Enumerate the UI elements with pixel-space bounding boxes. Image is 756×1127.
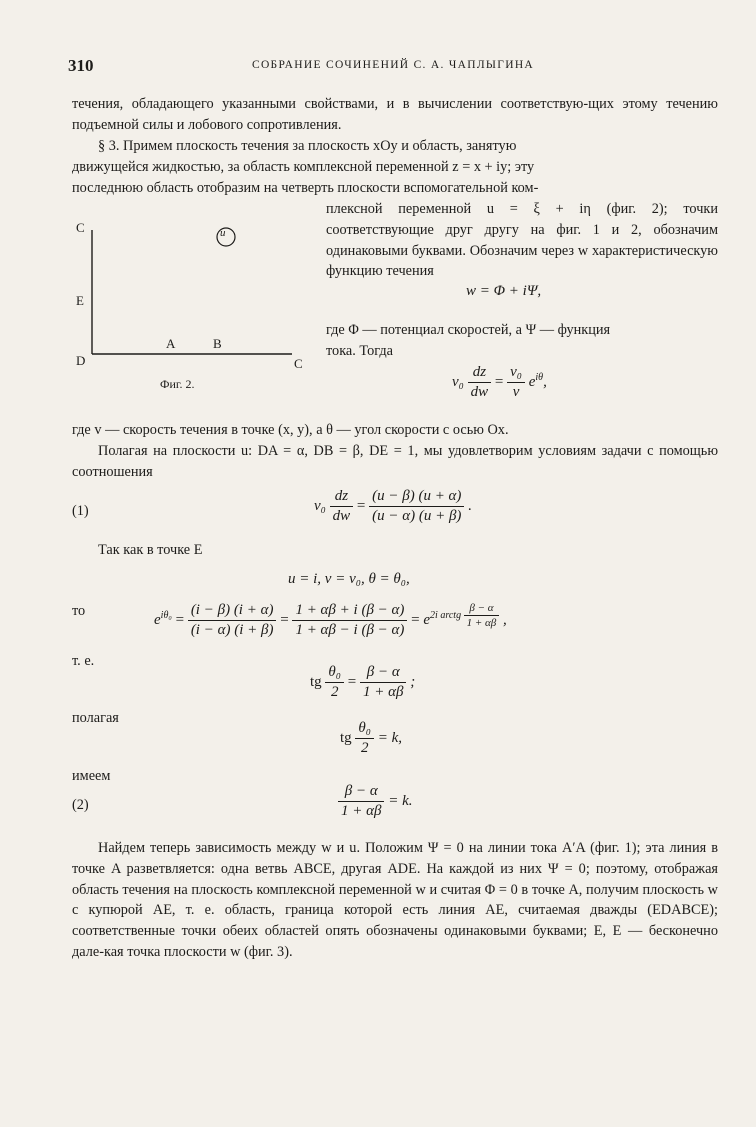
paragraph-velocity: где v — скорость течения в точке (x, y), а θ — угол скорости с осью Ox. <box>72 422 509 438</box>
equation-exponential: $e^{i\theta_0}$ = $\frac{(i - \beta) (i + \alpha)}{(i - \alpha) (i + \beta)}$ = $\frac{1 + \alpha\beta + i (\beta - \alpha)}{1 + \alpha\beta - i (\beta - \alpha)}$ = $e^{2i arctg \frac{\beta - \alpha}{1 + \alpha\beta}}$ , <box>154 602 507 638</box>
paragraph-potential-line2: тока. Тогда <box>326 343 394 359</box>
word-setting: полагая <box>72 710 119 726</box>
figure-point-e: E <box>76 293 84 308</box>
figure-2-diagram <box>74 222 314 390</box>
paragraph-dependence-w-u: Найдем теперь зависимость между w и u. Положим Ψ = 0 на линии тока A′A (фиг. 1); эта линия в точке A разветвляется: одна ветвь ABCE, другая ADE. На каждой из них Ψ = 0; поэтому, отображая область течения на плоскость комплексной переменной w и считая Φ = 0 в точке A, получим плоскость w с купюрой AE, т. е. область, граница которой есть линия AE, считаемая дважды (EDABCE); соответственные точки обеих областей опять обозначены одинаковыми буквами; E, E — бесконечно дале-кая точка плоскости w (фиг. 3). <box>72 840 718 960</box>
paragraph-section3-line2: движущейся жидкостью, за область комплексной переменной z = x + iy; эту <box>72 159 535 175</box>
page-number: 310 <box>68 56 94 75</box>
figure-caption: Фиг. 2. <box>160 377 195 391</box>
equation-2: $\frac{\beta - \alpha}{1 + \alpha\beta}$ = k. <box>338 783 413 820</box>
running-title: СОБРАНИЕ СОЧИНЕНИЙ С. А. ЧАПЛЫГИНА <box>251 59 535 71</box>
equation-1: v₀ $\frac{dz}{dw}$ = $\frac{(u - \beta) (u + \alpha)}{(u - \alpha) (u + \beta)}$ . <box>314 488 472 524</box>
running-header <box>68 56 718 80</box>
paragraph-point-e: Так как в точке E <box>98 542 203 558</box>
figure-point-b: B <box>213 336 222 351</box>
equation-tangent-2: tg $\frac{\text{θ₀}}{2}$ = k, <box>340 720 403 756</box>
paragraph-section3-line3: последнюю область отобразим на четверть плоскости вспомогательной ком- <box>72 180 539 196</box>
paragraph-potential-line1: где Φ — потенциал скоростей, а Ψ — функция <box>326 322 611 338</box>
equation-tangent-1: tg $\frac{\text{θ₀}}{2}$ = $\frac{\beta - \alpha}{1 + \alpha\beta}$ ; <box>310 664 416 700</box>
figure-point-a: A <box>166 336 176 351</box>
figure-point-d: D <box>76 353 86 368</box>
figure-label-u: u <box>220 227 226 239</box>
equation-number-1: (1) <box>72 503 89 519</box>
paragraph-setting-plane: Полагая на плоскости u: DA = α, DB = β, DE = 1, мы удовлетворим условиям задачи с помощью соотношения <box>72 443 718 480</box>
word-to: то <box>72 603 86 619</box>
paragraph-intro: течения, обладающего указанными свойствами, и в вычислении соответствую-щих этому течению подъемной силы и лобового сопротивления. <box>72 96 718 133</box>
word-we-have: имеем <box>72 768 111 784</box>
figure-point-c-right: C <box>294 356 303 371</box>
paragraph-section3-wrap: плексной переменной u = ξ + iη (фиг. 2); точки соответствующие друг другу на фиг. 1 и 2, обозначим одинаковыми буквами. Обозначим через w характеристическую функцию течения <box>326 201 718 280</box>
equation-point-e-values: u = i, v = v₀, θ = θ₀, <box>288 571 410 587</box>
equation-v0-dz-dw: v₀ $\frac{dz}{dw}$ = $\frac{\text{v₀}}{v}$ $e^{i\theta}$, <box>452 364 547 400</box>
word-that-is: т. е. <box>72 653 95 669</box>
figure-point-c-top: C <box>76 220 85 235</box>
equation-w: w = Φ + iΨ, <box>466 283 542 299</box>
paragraph-section3-line1: § 3. Примем плоскость течения за плоскость xOy и область, занятую <box>98 138 517 154</box>
equation-number-2: (2) <box>72 797 89 813</box>
